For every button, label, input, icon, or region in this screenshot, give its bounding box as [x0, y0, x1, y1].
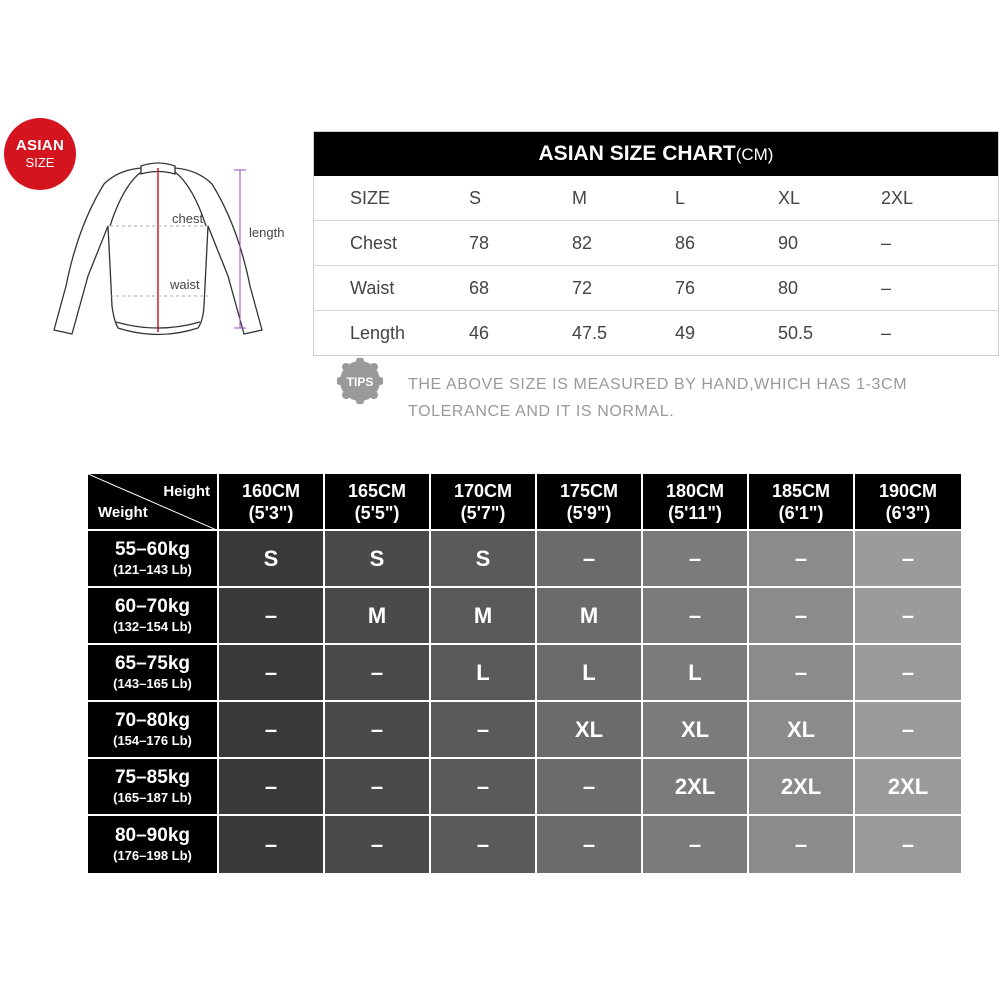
size-cell: –: [325, 816, 431, 873]
jacket-waist-label: waist: [170, 277, 200, 292]
size-cell: L: [643, 645, 749, 702]
size-cell: –: [325, 645, 431, 702]
size-chart-cell: –: [881, 277, 892, 298]
height-ft: (5'3"): [248, 502, 294, 523]
corner-height-label: Height: [163, 483, 210, 500]
size-cell: –: [219, 816, 325, 873]
size-cell: –: [537, 531, 643, 588]
height-column-header: [431, 474, 537, 531]
size-chart-cell: M: [572, 187, 587, 208]
weight-row-header: [88, 816, 219, 873]
height-weight-size-grid: [88, 474, 961, 872]
size-cell: –: [855, 645, 961, 702]
size-chart-row-label: Length: [350, 322, 406, 343]
height-column-header: [855, 474, 961, 531]
size-cell: S: [325, 531, 431, 588]
size-chart-unit: (CM): [735, 145, 774, 164]
size-chart-cell: 90: [778, 232, 799, 253]
height-column-header: [643, 474, 749, 531]
height-cm: 180CM: [665, 480, 725, 501]
size-cell: L: [431, 645, 537, 702]
height-ft: (6'3"): [885, 502, 931, 523]
size-cell: –: [855, 531, 961, 588]
size-chart-cell: 68: [469, 277, 490, 298]
height-cm: 185CM: [771, 480, 831, 501]
height-column-header: [219, 474, 325, 531]
size-cell: –: [643, 588, 749, 645]
height-ft: (6'1"): [778, 502, 824, 523]
size-cell: –: [643, 816, 749, 873]
weight-kg: 65–75kg: [114, 652, 190, 674]
size-cell: M: [431, 588, 537, 645]
weight-kg: 75–85kg: [114, 766, 190, 788]
weight-row-header: [88, 531, 219, 588]
size-chart-title-text: ASIAN SIZE CHART: [538, 142, 736, 165]
size-cell: –: [855, 816, 961, 873]
badge-line2: SIZE: [25, 155, 55, 170]
size-chart-cell: 72: [572, 277, 593, 298]
size-cell: –: [749, 645, 855, 702]
size-chart-cell: 2XL: [881, 187, 914, 208]
weight-kg: 55–60kg: [114, 538, 190, 560]
height-ft: (5'9"): [566, 502, 612, 523]
jacket-chest-label: chest: [172, 211, 204, 226]
weight-row-header: [88, 645, 219, 702]
size-chart-cell: 50.5: [778, 322, 814, 343]
size-cell: –: [749, 816, 855, 873]
size-cell: XL: [537, 702, 643, 759]
size-cell: –: [431, 702, 537, 759]
size-cell: –: [431, 759, 537, 816]
weight-row-header: [88, 759, 219, 816]
size-chart-row-label: SIZE: [350, 187, 391, 208]
size-chart-row-label: Chest: [350, 232, 398, 253]
tips-line1: THE ABOVE SIZE IS MEASURED BY HAND,WHICH HAS 1-3CM: [408, 376, 908, 393]
size-cell: –: [325, 759, 431, 816]
tips-note: [408, 371, 998, 425]
size-chart-cell: 46: [469, 322, 490, 343]
size-cell: –: [749, 588, 855, 645]
jacket-length-label: length: [249, 225, 285, 240]
height-cm: 170CM: [453, 480, 513, 501]
size-cell: 2XL: [855, 759, 961, 816]
weight-lb: (154–176 Lb): [113, 732, 192, 748]
size-cell: 2XL: [643, 759, 749, 816]
size-cell: –: [537, 759, 643, 816]
size-cell: –: [855, 702, 961, 759]
weight-row-header: [88, 702, 219, 759]
size-chart-row: [314, 265, 998, 310]
size-chart-cell: S: [469, 187, 482, 208]
size-cell: –: [431, 816, 537, 873]
weight-lb: (143–165 Lb): [113, 675, 192, 691]
size-cell: M: [537, 588, 643, 645]
tips-icon-label: TIPS: [346, 375, 374, 389]
weight-lb: (165–187 Lb): [113, 789, 192, 805]
size-chart-title: [314, 132, 998, 176]
tips-line2: TOLERANCE AND IT IS NORMAL.: [408, 403, 675, 420]
size-chart-rows: [314, 176, 998, 355]
size-chart-cell: 47.5: [572, 322, 608, 343]
size-chart-cell: 76: [675, 277, 696, 298]
size-chart-cell: 49: [675, 322, 696, 343]
height-ft: (5'5"): [354, 502, 400, 523]
size-chart-row: [314, 176, 998, 220]
corner-weight-label: Weight: [98, 504, 148, 521]
size-cell: S: [219, 531, 325, 588]
weight-lb: (121–143 Lb): [113, 561, 192, 577]
size-chart-cell: L: [675, 187, 686, 208]
size-cell: M: [325, 588, 431, 645]
size-chart-row: [314, 310, 998, 355]
size-cell: –: [219, 588, 325, 645]
badge-line1: ASIAN: [15, 137, 65, 154]
height-cm: 165CM: [347, 480, 407, 501]
height-cm: 175CM: [559, 480, 619, 501]
grid-corner-header: [88, 474, 219, 531]
height-column-header: [325, 474, 431, 531]
tips-icon: [337, 358, 383, 404]
size-cell: L: [537, 645, 643, 702]
size-cell: –: [219, 702, 325, 759]
size-cell: –: [855, 588, 961, 645]
size-chart-cell: XL: [778, 187, 801, 208]
jacket-illustration-icon: [48, 156, 308, 346]
size-chart-cell: –: [881, 232, 892, 253]
asian-size-chart: [313, 131, 999, 356]
height-column-header: [537, 474, 643, 531]
weight-lb: (132–154 Lb): [113, 618, 192, 634]
size-cell: S: [431, 531, 537, 588]
weight-kg: 80–90kg: [114, 824, 190, 846]
size-cell: XL: [749, 702, 855, 759]
weight-kg: 70–80kg: [114, 709, 190, 731]
size-cell: XL: [643, 702, 749, 759]
size-cell: –: [537, 816, 643, 873]
weight-kg: 60–70kg: [114, 595, 190, 617]
size-chart-row: [314, 220, 998, 265]
height-ft: (5'11"): [668, 502, 722, 523]
size-chart-cell: 80: [778, 277, 799, 298]
height-ft: (5'7"): [460, 502, 506, 523]
size-chart-cell: 82: [572, 232, 593, 253]
size-chart-cell: 78: [469, 232, 490, 253]
size-cell: –: [219, 759, 325, 816]
height-column-header: [749, 474, 855, 531]
size-chart-row-label: Waist: [350, 277, 395, 298]
size-cell: 2XL: [749, 759, 855, 816]
height-cm: 190CM: [878, 480, 938, 501]
size-cell: –: [749, 531, 855, 588]
weight-row-header: [88, 588, 219, 645]
size-chart-cell: 86: [675, 232, 696, 253]
size-cell: –: [219, 645, 325, 702]
weight-lb: (176–198 Lb): [113, 847, 192, 863]
height-cm: 160CM: [241, 480, 301, 501]
size-cell: –: [325, 702, 431, 759]
size-chart-cell: –: [881, 322, 892, 343]
size-cell: –: [643, 531, 749, 588]
